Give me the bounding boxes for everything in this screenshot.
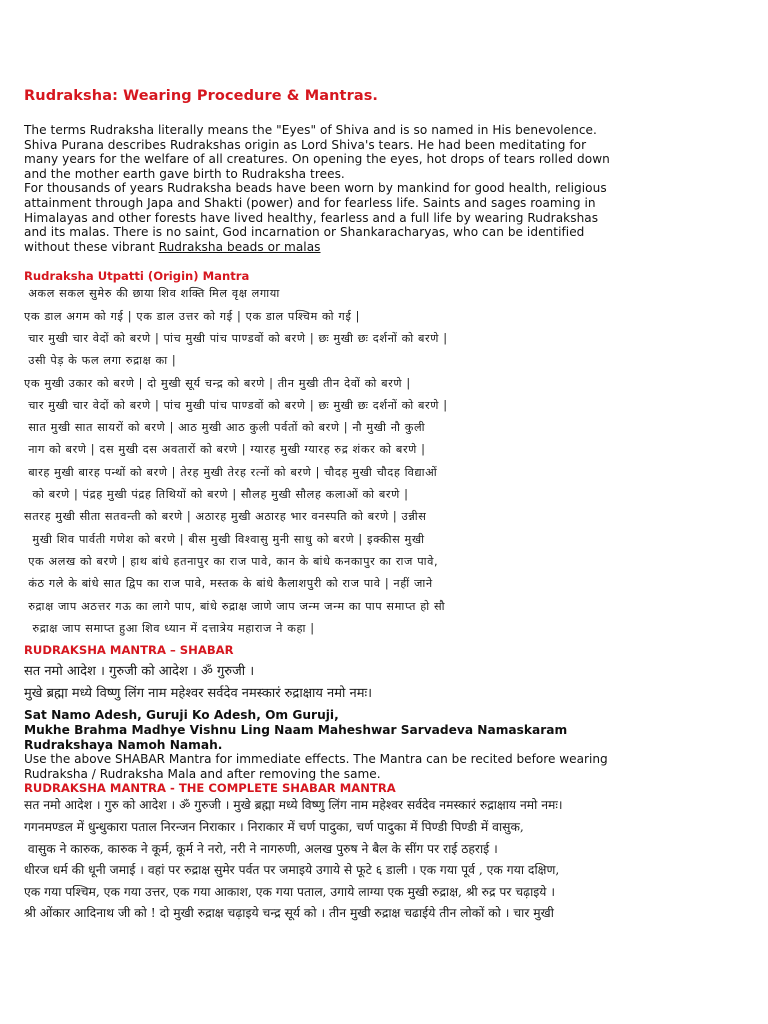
- mantra-line: चार मुखी चार वेदों को बरणे | पांच मुखी पांच पाण्डवों को बरणे | छः मुखी छः दर्शनों को बरणे |: [24, 331, 448, 345]
- shabar-heading: RUDRAKSHA MANTRA – SHABAR: [24, 643, 234, 658]
- mantra-line: एक मुखी उकार को बरणे | दो मुखी सूर्य चन्द्र को बरणे | तीन मुखी तीन देवों को बरणे |: [24, 376, 411, 390]
- mantra-line: को बरणे | पंद्रह मुखी पंद्रह तिथियों को बरणे | सौलह मुखी सौलह कलाओं को बरणे |: [24, 488, 409, 502]
- intro-line: Himalayas and other forests have lived healthy, fearless and a full life by wearing Rudrakshas: [24, 210, 599, 225]
- intro-line: attainment through Japa and Shakti (power) and for fearless life. Saints and sages roaming in: [24, 195, 596, 210]
- mantra-line: रुद्राक्ष जाप समाप्त हुआ शिव ध्यान में दत्तात्रेय महाराज ने कहा |: [24, 621, 315, 635]
- transliteration-line: Mukhe Brahma Madhye Vishnu Ling Naam Maheshwar Sarvadeva Namaskaram: [24, 722, 568, 737]
- document-page: [24, 88, 744, 925]
- shabar-note: [24, 752, 744, 781]
- page-title: Rudraksha: Wearing Procedure & Mantras.: [24, 88, 379, 104]
- complete-mantra-line: श्री ओंकार आदिनाथ जी को ! दो मुखी रुद्राक्ष चढ़ाइये चन्द्र सूर्य को । तीन मुखी रुद्राक्ष चढाईये तीन लोकों को । चार मुखी: [24, 906, 554, 921]
- mantra-line: नाग को बरणे | दस मुखी दस अवतारों को बरणे | ग्यारह मुखी ग्यारह रुद्र शंकर को बरणे |: [24, 443, 426, 457]
- mantra-line: मुखी शिव पार्वती गणेश को बरणे | बीस मुखी विश्वासु मुनी साधु को बरणे | इक्कीस मुखी: [24, 532, 425, 546]
- complete-mantra-line: एक गया पश्चिम, एक गया उत्तर, एक गया आकाश, एक गया पताल, उगाये लाग्या एक मुखी रुद्राक्ष, श्री रुद्र पर चढ़ाइये ।: [24, 884, 556, 899]
- mantra-line: एक डाल अगम को गई | एक डाल उत्तर को गई | एक डाल पश्चिम को गई |: [24, 309, 361, 323]
- mantra-line: बारह मुखी बारह पन्थों को बरणे | तेरह मुखी तेरह रत्नों को बरणे | चौदह मुखी चौदह विद्याओं: [24, 465, 438, 479]
- intro-last-text: without these vibrant: [24, 239, 159, 254]
- complete-mantra: [24, 795, 744, 925]
- complete-mantra-line: सत नमो आदेश । गुरु को आदेश । ॐ गुरुजी । मुखे ब्रह्मा मध्ये विष्णु लिंग नाम महेश्वर सर्वदेव नमस्कारं रुद्राक्षाय नमो नमः।: [24, 798, 563, 813]
- complete-mantra-line: धीरज धर्म की धूनी जमाई । वहां पर रुद्राक्ष सुमेर पर्वत पर जमाइये उगाये से फूटे ६ डाली । एक गया पूर्व , एक गया दक्षिण,: [24, 863, 560, 878]
- transliteration-line: Sat Namo Adesh, Guruji Ko Adesh, Om Guruji,: [24, 708, 339, 723]
- intro-line: and the mother earth gave birth to Rudraksha trees.: [24, 166, 345, 181]
- complete-mantra-line: वासुक ने कारुक, कारुक ने कूर्म, कूर्म ने नरो, नरी ने नागरुणी, अलख पुरुष ने बैल के सींग पर राई ठहराई ।: [24, 841, 498, 856]
- mantra-line: कंठ गले के बांधे सात द्विप का राज पावे, मस्तक के बांधे कैलाशपुरी को राज पावे | नहीं जाने: [24, 577, 433, 591]
- mantra-line: चार मुखी चार वेदों को बरणे | पांच मुखी पांच पाण्डवों को बरणे | छः मुखी छः दर्शनों को बरणे |: [24, 398, 448, 412]
- mantra-line: उसी पेड़ के फल लगा रुद्राक्ष का |: [24, 354, 177, 368]
- utpatti-mantra: [24, 283, 744, 640]
- intro-line: For thousands of years Rudraksha beads have been worn by mankind for good health, religious: [24, 181, 607, 196]
- intro-line: Shiva Purana describes Rudrakshas origin as Lord Shiva's tears. He had been meditating for: [24, 137, 587, 152]
- transliteration-line: Rudrakshaya Namoh Namah.: [24, 737, 223, 752]
- intro-paragraph: [24, 123, 744, 254]
- shabar-hindi-line: सत नमो आदेश । गुरुजी को आदेश । ॐ गुरुजी ।: [24, 664, 255, 680]
- mantra-line: सतरह मुखी सीता सतवन्ती को बरणे | अठारह मुखी अठारह भार वनस्पति को बरणे | उन्नीस: [24, 510, 427, 524]
- utpatti-heading: Rudraksha Utpatti (Origin) Mantra: [24, 269, 250, 284]
- mantra-line: अकल सकल सुमेरु की छाया शिव शक्ति मिल वृक्ष लगाया: [24, 287, 280, 301]
- note-line: Use the above SHABAR Mantra for immediate effects. The Mantra can be recited before wearing: [24, 752, 608, 767]
- note-line: Rudraksha / Rudraksha Mala and after removing the same.: [24, 766, 381, 781]
- intro-line-last: [24, 240, 744, 255]
- intro-line: and its malas. There is no saint, God incarnation or Shankaracharyas, who can be identified: [24, 225, 585, 240]
- complete-mantra-heading: RUDRAKSHA MANTRA - THE COMPLETE SHABAR MANTRA: [24, 781, 396, 796]
- intro-line: The terms Rudraksha literally means the "Eyes" of Shiva and is so named in His benevolence.: [24, 123, 597, 137]
- complete-mantra-line: गगनमण्डल में धुन्धुकारा पताल निरन्जन निराकार । निराकार में चर्ण पादुका, चर्ण पादुका में पिण्डी पिण्डी में वासुक,: [24, 819, 524, 834]
- shabar-transliteration: [24, 708, 744, 752]
- mantra-line: एक अलख को बरणे | हाथ बांधे हतनापुर का राज पावे, कान के बांधे कनकापुर का राज पावे,: [24, 554, 439, 568]
- mantra-line: रुद्राक्ष जाप अठत्तर गऊ का लागे पाप, बांधे रुद्राक्ष जाणे जाप जन्म जन्म का पाप समाप्त हो सौ: [24, 599, 446, 613]
- mantra-line: सात मुखी सात सायरों को बरणे | आठ मुखी आठ कुली पर्वतों को बरणे | नौ मुखी नौ कुली: [24, 421, 426, 435]
- intro-line: many years for the welfare of all creatures. On opening the eyes, hot drops of tears rolled down: [24, 152, 610, 167]
- rudraksha-beads-link[interactable]: Rudraksha beads or malas: [158, 239, 321, 254]
- shabar-hindi-line: मुखे ब्रह्मा मध्ये विष्णु लिंग नाम महेश्वर सर्वदेव नमस्कारं रुद्राक्षाय नमो नमः।: [24, 686, 373, 702]
